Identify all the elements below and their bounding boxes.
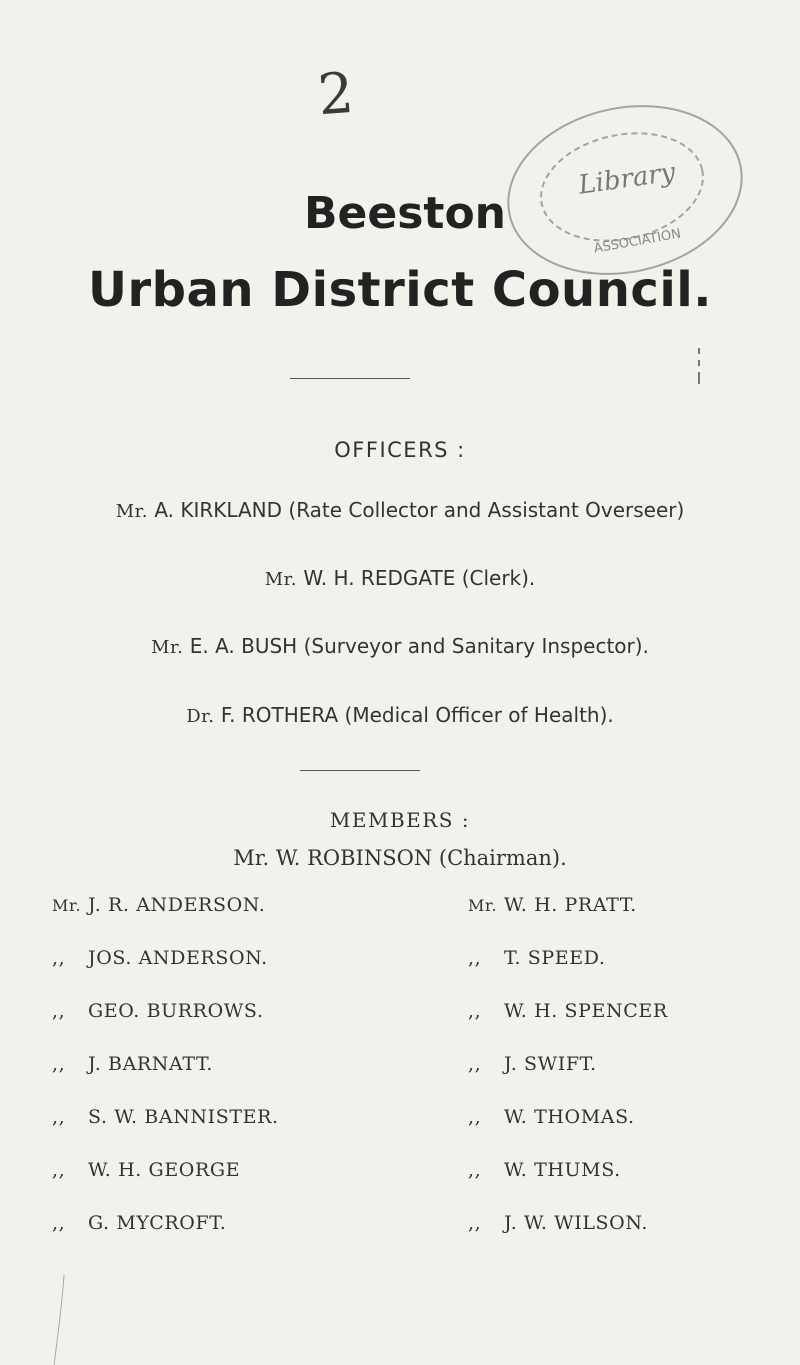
member-name: GEO. BURROWS. <box>88 1000 264 1022</box>
divider-middle <box>300 770 420 771</box>
member-prefix: ,, <box>468 1212 482 1234</box>
member-prefix: Mr. <box>468 896 498 915</box>
member-prefix: ,, <box>52 1159 66 1181</box>
member-prefix: ,, <box>52 1106 66 1128</box>
officers-heading: OFFICERS : <box>334 438 466 462</box>
member-row <box>52 1105 279 1158</box>
stamp-text-association: ASSOCIATION <box>592 226 683 257</box>
officer-honorific: Mr. <box>115 501 148 522</box>
chairman-honorific: Mr. <box>233 846 270 870</box>
member-prefix: ,, <box>52 1000 66 1022</box>
member-name: W. THOMAS. <box>504 1106 635 1128</box>
officer-text: F. ROTHERA (Medical Officer of Health). <box>220 703 614 727</box>
officer-honorific: Mr. <box>151 637 184 658</box>
officer-text: A. KIRKLAND (Rate Collector and Assistant Overseer) <box>154 498 685 522</box>
member-prefix: ,, <box>52 1053 66 1075</box>
title-line-1: Beeston <box>304 188 506 239</box>
title-line-2: Urban District Council. <box>88 262 712 318</box>
member-name: J. SWIFT. <box>504 1053 597 1075</box>
member-name: W. H. SPENCER <box>504 1000 668 1022</box>
member-prefix: ,, <box>468 947 482 969</box>
officer-line <box>0 703 800 727</box>
member-row <box>468 1158 668 1211</box>
officer-text: E. A. BUSH (Surveyor and Sanitary Inspector). <box>189 634 649 658</box>
member-row <box>468 1211 668 1264</box>
member-name: W. H. GEORGE <box>88 1159 241 1181</box>
member-row <box>52 1158 279 1211</box>
members-right-column <box>468 893 668 1264</box>
officer-text: W. H. REDGATE (Clerk). <box>303 566 536 590</box>
member-prefix: ,, <box>468 1106 482 1128</box>
member-prefix: ,, <box>52 1212 66 1234</box>
divider-top <box>290 378 410 379</box>
member-prefix: ,, <box>52 947 66 969</box>
member-row <box>468 999 668 1052</box>
officer-line <box>0 566 800 590</box>
member-name: S. W. BANNISTER. <box>88 1106 279 1128</box>
member-name: J. W. WILSON. <box>504 1212 649 1234</box>
member-prefix: ,, <box>468 1000 482 1022</box>
member-prefix: ,, <box>468 1159 482 1181</box>
member-prefix: Mr. <box>52 896 82 915</box>
member-row <box>52 893 279 946</box>
member-row <box>52 946 279 999</box>
members-left-column <box>52 893 279 1264</box>
officer-honorific: Dr. <box>186 706 215 727</box>
stamp-text-library: Library <box>576 157 678 201</box>
officer-line <box>0 634 800 658</box>
members-heading: MEMBERS : <box>329 808 471 832</box>
officer-line <box>0 498 800 522</box>
member-name: G. MYCROFT. <box>88 1212 227 1234</box>
chairman-line <box>0 846 800 870</box>
member-row <box>468 1105 668 1158</box>
member-name: W. H. PRATT. <box>504 894 637 916</box>
member-name: T. SPEED. <box>504 947 606 969</box>
member-prefix: ,, <box>468 1053 482 1075</box>
member-row <box>468 1052 668 1105</box>
member-name: J. BARNATT. <box>88 1053 214 1075</box>
member-row <box>468 893 668 946</box>
member-name: J. R. ANDERSON. <box>88 894 266 916</box>
member-name: JOS. ANDERSON. <box>88 947 268 969</box>
chairman-text: W. ROBINSON (Chairman). <box>275 846 567 870</box>
member-row <box>52 1052 279 1105</box>
member-row <box>52 1211 279 1264</box>
margin-tick-mark <box>698 348 700 384</box>
member-name: W. THUMS. <box>504 1159 621 1181</box>
page-number: 2 <box>315 60 356 129</box>
officer-honorific: Mr. <box>264 569 297 590</box>
stray-pencil-mark <box>50 1275 70 1365</box>
member-row <box>468 946 668 999</box>
member-row <box>52 999 279 1052</box>
